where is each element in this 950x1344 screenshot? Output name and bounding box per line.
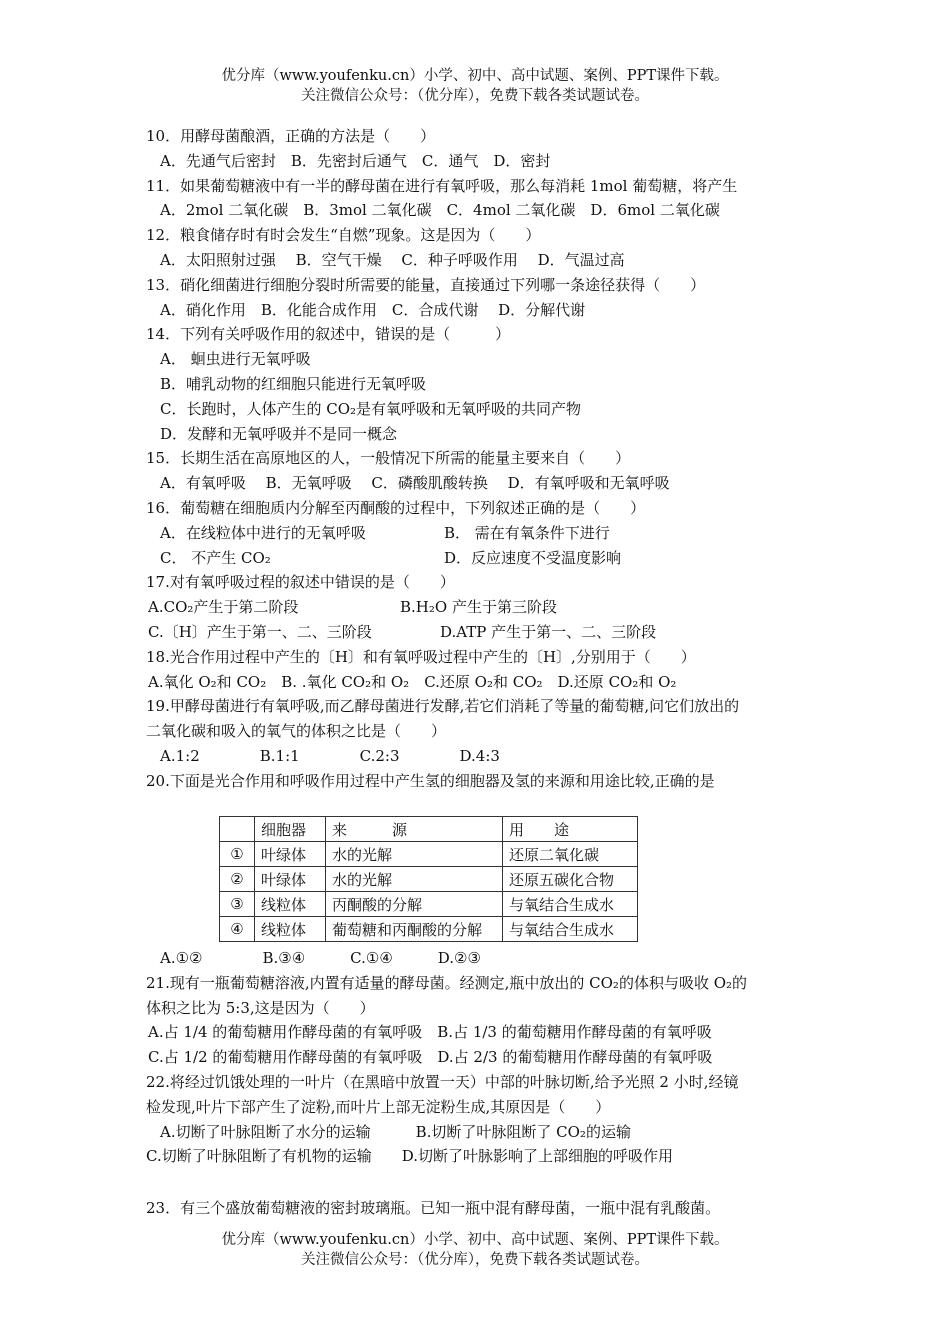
table-cell: 线粒体 bbox=[255, 917, 326, 942]
question-17-options-ab bbox=[146, 595, 806, 620]
question-22-line-1: 22.将经过饥饿处理的一叶片（在黑暗中放置一天）中部的叶脉切断,给予光照 2 小时,经镜 bbox=[146, 1072, 739, 1091]
question-10-options: A．先通气后密封 B．先密封后通气 C．通气 D．密封 bbox=[160, 151, 551, 170]
table-row bbox=[220, 892, 638, 917]
footer-line-2: 关注微信公众号：（优分库），免费下载各类试题试卷。 bbox=[301, 1252, 649, 1268]
table-cell: 葡萄糖和丙酮酸的分解 bbox=[326, 917, 503, 942]
table-cell: 还原五碳化合物 bbox=[503, 867, 638, 892]
question-19-options: A.1:2 B.1:1 C.2:3 D.4:3 bbox=[160, 746, 500, 765]
header-line-2: 关注微信公众号：（优分库），免费下载各类试题试卷。 bbox=[301, 88, 649, 104]
table-cell: 叶绿体 bbox=[255, 842, 326, 867]
question-15-options: A．有氧呼吸 B．无氧呼吸 C．磷酸肌酸转换 D．有氧呼吸和无氧呼吸 bbox=[160, 474, 670, 493]
question-13: 13．硝化细菌进行细胞分裂时所需要的能量，直接通过下列哪一条途径获得（ ） bbox=[146, 275, 706, 294]
question-14-option-b: B．哺乳动物的红细胞只能进行无氧呼吸 bbox=[160, 374, 427, 393]
table-cell: ② bbox=[220, 867, 255, 892]
question-17: 17.对有氧呼吸过程的叙述中错误的是（ ） bbox=[146, 573, 455, 592]
question-21-options-ab: A.占 1/4 的葡萄糖用作酵母菌的有氧呼吸 B.占 1/3 的葡萄糖用作酵母菌的有氧呼吸 bbox=[148, 1023, 712, 1042]
table-header-cell: 用 途 bbox=[503, 817, 638, 842]
page-header bbox=[0, 66, 950, 106]
question-16-option-a: A．在线粒体中进行的无氧呼吸 bbox=[160, 523, 366, 542]
question-22-options-ab: A.切断了叶脉阻断了水分的运输 B.切断了叶脉阻断了 CO₂的运输 bbox=[160, 1122, 631, 1141]
footer-line-1: 优分库（www.youfenku.cn）小学、初中、高中试题、案例、PPT课件下载。 bbox=[221, 1232, 729, 1248]
question-16: 16．葡萄糖在细胞质内分解至丙酮酸的过程中，下列叙述正确的是（ ） bbox=[146, 498, 646, 517]
header-line-1: 优分库（www.youfenku.cn）小学、初中、高中试题、案例、PPT课件下载。 bbox=[221, 68, 729, 84]
table-cell: 水的光解 bbox=[326, 867, 503, 892]
question-19-line-1: 19.甲酵母菌进行有氧呼吸,而乙酵母菌进行发酵,若它们消耗了等量的葡萄糖,问它们放出的 bbox=[146, 697, 740, 716]
question-20-options: A.①② B.③④ C.①④ D.②③ bbox=[160, 949, 481, 967]
page-footer bbox=[0, 1230, 950, 1270]
question-11-options: A．2mol 二氧化碳 B．3mol 二氧化碳 C．4mol 二氧化碳 D．6mol 二氧化碳 bbox=[160, 201, 720, 220]
table-row bbox=[220, 917, 638, 942]
question-15: 15．长期生活在高原地区的人，一般情况下所需的能量主要来自（ ） bbox=[146, 449, 631, 468]
table-header-row bbox=[220, 817, 638, 842]
table-row bbox=[220, 842, 638, 867]
question-17-option-d: D.ATP 产生于第一、二、三阶段 bbox=[440, 622, 657, 641]
table-cell: ④ bbox=[220, 917, 255, 942]
table-header-cell: 细胞器 bbox=[255, 817, 326, 842]
comparison-table bbox=[219, 816, 638, 942]
question-12-options: A．太阳照射过强 B．空气干燥 C．种子呼吸作用 D．气温过高 bbox=[160, 250, 625, 269]
question-16-option-b: B． 需在有氧条件下进行 bbox=[444, 523, 610, 542]
question-22-options-cd: C.切断了叶脉阻断了有机物的运输 D.切断了叶脉影响了上部细胞的呼吸作用 bbox=[146, 1147, 673, 1166]
table-cell: ③ bbox=[220, 892, 255, 917]
question-16-option-d: D．反应速度不受温度影响 bbox=[444, 548, 622, 567]
questions-after-table bbox=[146, 946, 806, 1169]
table-cell: 水的光解 bbox=[326, 842, 503, 867]
question-23-block bbox=[146, 1196, 806, 1221]
table-cell: 叶绿体 bbox=[255, 867, 326, 892]
question-21-line-2: 体积之比为 5:3,这是因为（ ） bbox=[146, 998, 375, 1017]
question-14-option-d: D．发酵和无氧呼吸并不是同一概念 bbox=[160, 424, 398, 443]
table-cell: ① bbox=[220, 842, 255, 867]
question-13-options: A．硝化作用 B．化能合成作用 C．合成代谢 D．分解代谢 bbox=[160, 300, 586, 319]
question-list bbox=[146, 124, 806, 794]
table-cell: 还原二氧化碳 bbox=[503, 842, 638, 867]
question-17-option-b: B.H₂O 产生于第三阶段 bbox=[400, 598, 557, 617]
question-18-options: A.氧化 O₂和 CO₂ B. .氧化 CO₂和 O₂ C.还原 O₂和 CO₂ D.还原 CO₂和 O₂ bbox=[148, 672, 677, 691]
question-21-options-cd: C.占 1/2 的葡萄糖用作酵母菌的有氧呼吸 D.占 2/3 的葡萄糖用作酵母菌的有氧呼吸 bbox=[148, 1048, 713, 1067]
question-11: 11．如果葡萄糖液中有一半的酵母菌在进行有氧呼吸，那么每消耗 1mol 葡萄糖，将产生 bbox=[146, 176, 738, 195]
question-20: 20.下面是光合作用和呼吸作用过程中产生氢的细胞器及氢的来源和用途比较,正确的是 bbox=[146, 771, 715, 790]
question-17-option-c: C.〔H〕产生于第一、二、三阶段 bbox=[148, 622, 372, 641]
table-row bbox=[220, 867, 638, 892]
question-18: 18.光合作用过程中产生的〔H〕和有氧呼吸过程中产生的〔H〕,分别用于（ ） bbox=[146, 647, 696, 666]
table-cell: 线粒体 bbox=[255, 892, 326, 917]
question-12: 12．粮食储存时有时会发生“自燃”现象。这是因为（ ） bbox=[146, 226, 541, 245]
question-19-line-2: 二氧化碳和吸入的氧气的体积之比是（ ） bbox=[146, 722, 447, 741]
question-17-option-a: A.CO₂产生于第二阶段 bbox=[148, 598, 299, 617]
question-16-options-ab bbox=[146, 521, 806, 546]
question-21-line-1: 21.现有一瓶葡萄糖溶液,内置有适量的酵母菌。经测定,瓶中放出的 CO₂的体积与吸收 O₂的 bbox=[146, 973, 748, 992]
question-22-line-2: 检发现,叶片下部产生了淀粉,而叶片上部无淀粉生成,其原因是（ ） bbox=[146, 1097, 611, 1116]
question-23: 23．有三个盛放葡萄糖液的密封玻璃瓶。已知一瓶中混有酵母菌，一瓶中混有乳酸菌。 bbox=[146, 1199, 721, 1217]
question-14: 14．下列有关呼吸作用的叙述中，错误的是（ ） bbox=[146, 325, 511, 344]
table-header-cell bbox=[220, 817, 255, 842]
question-16-options-cd bbox=[146, 546, 806, 571]
question-14-option-c: C．长跑时，人体产生的 CO₂是有氧呼吸和无氧呼吸的共同产物 bbox=[160, 399, 582, 418]
question-14-option-a: A． 蛔虫进行无氧呼吸 bbox=[160, 350, 311, 369]
table-cell: 与氧结合生成水 bbox=[503, 892, 638, 917]
question-17-options-cd bbox=[146, 620, 806, 645]
question-16-option-c: C． 不产生 CO₂ bbox=[160, 548, 271, 567]
table-cell: 丙酮酸的分解 bbox=[326, 892, 503, 917]
table-header-cell: 来 源 bbox=[326, 817, 503, 842]
table-cell: 与氧结合生成水 bbox=[503, 917, 638, 942]
question-10: 10．用酵母菌酿酒，正确的方法是（ ） bbox=[146, 127, 436, 145]
